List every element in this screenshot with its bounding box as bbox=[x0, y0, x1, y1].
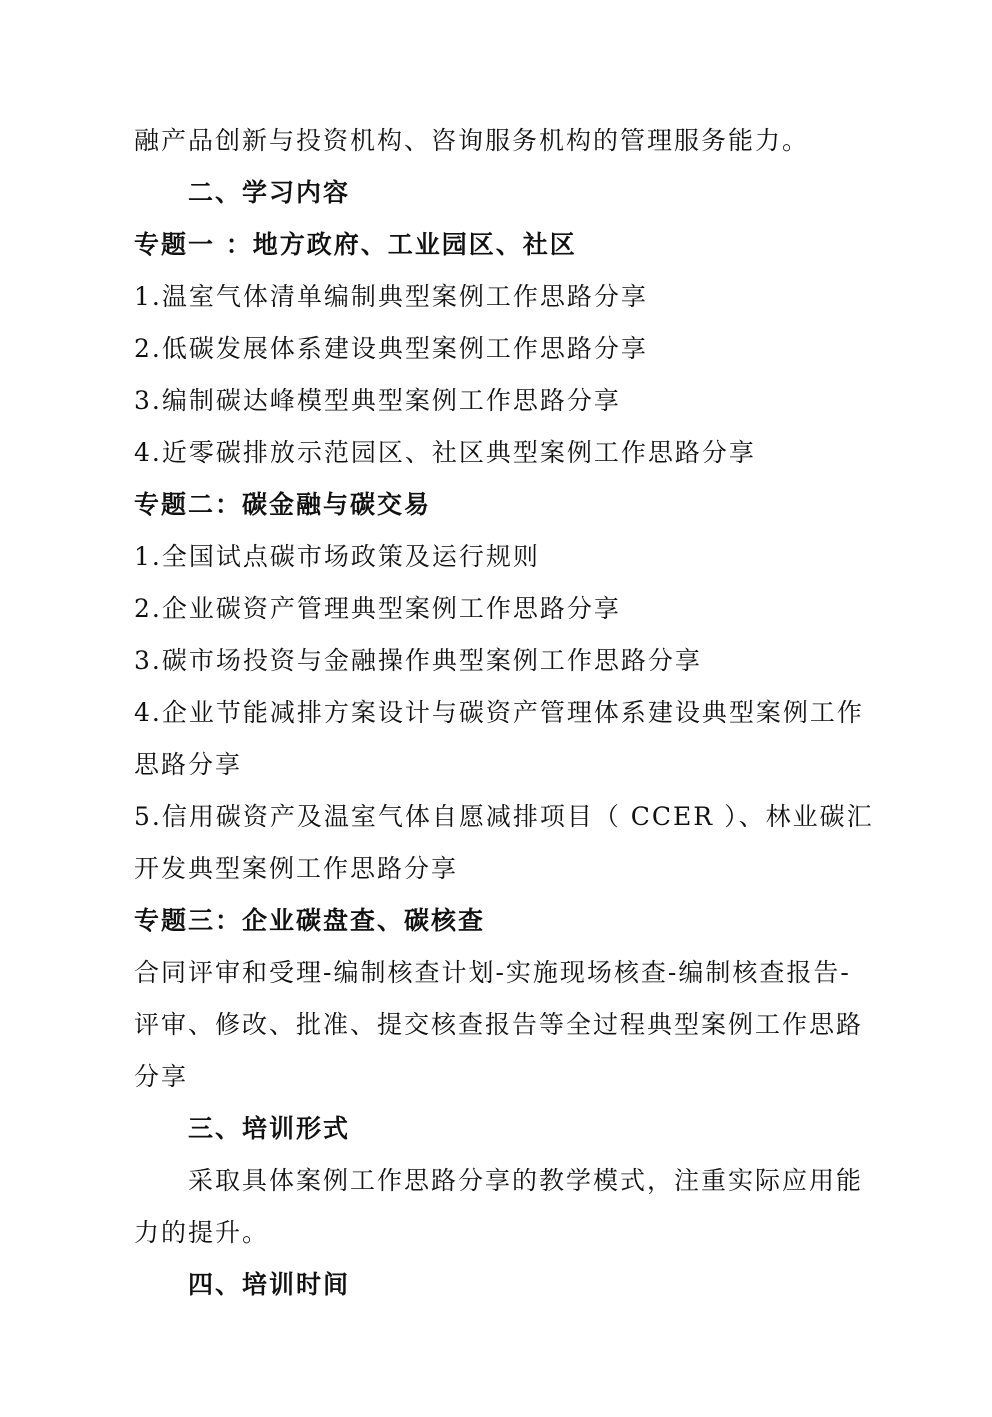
topic2-item: 4.企业节能减排方案设计与碳资产管理体系建设典型案例工作 bbox=[134, 698, 864, 727]
topic1-item: 1.温室气体清单编制典型案例工作思路分享 bbox=[134, 282, 648, 311]
topic1-item: 2.低碳发展体系建设典型案例工作思路分享 bbox=[134, 334, 648, 363]
topic2-item-continuation: 思路分享 bbox=[134, 750, 243, 779]
topic2-title: 专题二：碳金融与碳交易 bbox=[134, 490, 432, 519]
topic1-item: 3.编制碳达峰模型典型案例工作思路分享 bbox=[134, 386, 621, 415]
intro-continuation: 融产品创新与投资机构、咨询服务机构的管理服务能力。 bbox=[134, 126, 810, 155]
topic3-text-line: 合同评审和受理-编制核查计划-实施现场核查-编制核查报告- bbox=[134, 958, 851, 987]
topic3-text-line: 分享 bbox=[134, 1062, 189, 1091]
topic2-item: 5.信用碳资产及温室气体自愿减排项目（ CCER ）、林业碳汇 bbox=[134, 802, 874, 831]
topic2-item: 1.全国试点碳市场政策及运行规则 bbox=[134, 542, 540, 571]
topic1-item: 4.近零碳排放示范园区、社区典型案例工作思路分享 bbox=[134, 438, 756, 467]
topic3-title: 专题三：企业碳盘查、碳核查 bbox=[134, 906, 486, 935]
training-format-text-line: 采取具体案例工作思路分享的教学模式，注重实际应用能 bbox=[188, 1166, 864, 1195]
section-heading-training-format: 三、培训形式 bbox=[188, 1114, 351, 1143]
topic3-text-line: 评审、修改、批准、提交核查报告等全过程典型案例工作思路 bbox=[134, 1010, 864, 1039]
topic2-item: 2.企业碳资产管理典型案例工作思路分享 bbox=[134, 594, 621, 623]
section-heading-training-time: 四、培训时间 bbox=[188, 1270, 351, 1299]
topic1-title: 专题一 ：地方政府、工业园区、社区 bbox=[134, 230, 577, 259]
section-heading-learning-content: 二、学习内容 bbox=[188, 178, 351, 207]
training-format-text-line: 力的提升。 bbox=[134, 1218, 270, 1247]
topic2-item: 3.碳市场投资与金融操作典型案例工作思路分享 bbox=[134, 646, 702, 675]
topic2-item-continuation: 开发典型案例工作思路分享 bbox=[134, 854, 459, 883]
